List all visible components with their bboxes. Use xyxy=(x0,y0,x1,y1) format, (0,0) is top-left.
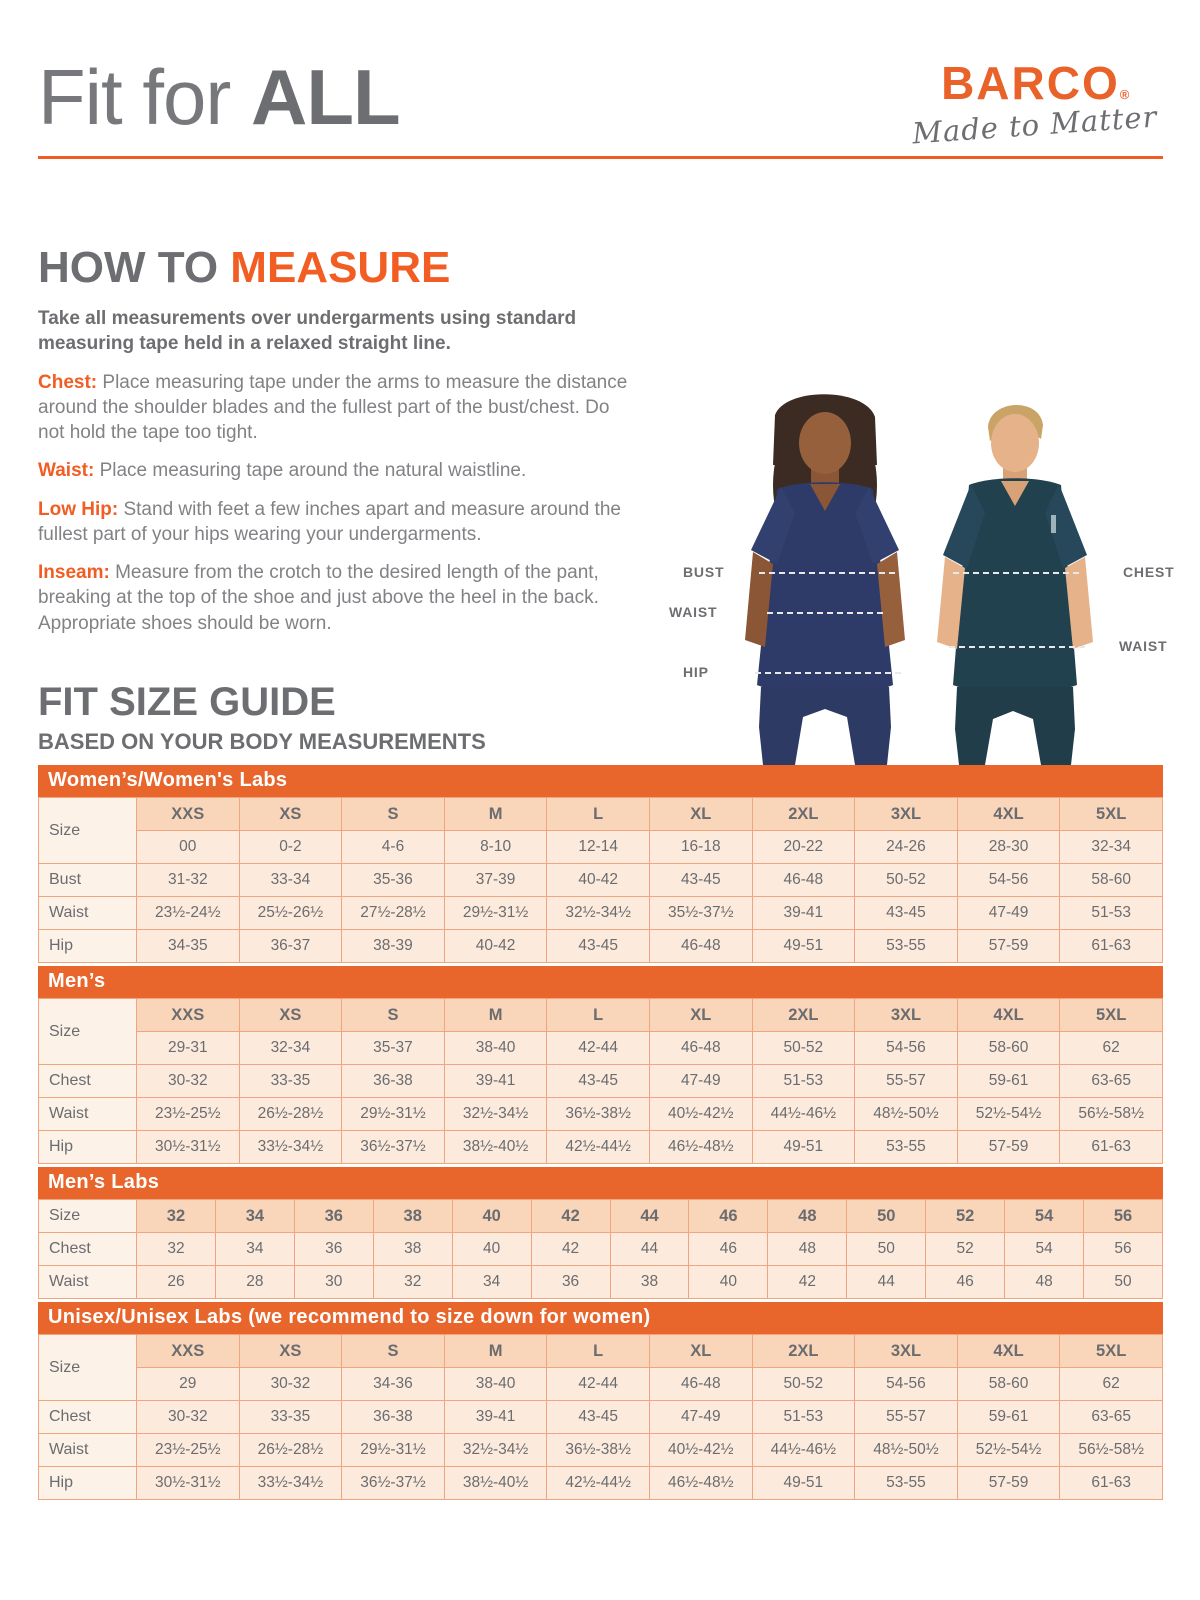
table-cell: 36½-37½ xyxy=(342,1131,445,1164)
measurement-row xyxy=(39,1434,1163,1467)
table-cell: 29½-31½ xyxy=(444,897,547,930)
table-cell: 42½-44½ xyxy=(547,1131,650,1164)
numeric-size-cell: 42-44 xyxy=(547,1368,650,1401)
size-table-grid xyxy=(38,1334,1163,1500)
measure-item-text: Measure from the crotch to the desired length of the pant, breaking at the top of the shoe and just above the heel in the back. Appropriate shoes should be worn. xyxy=(38,562,599,634)
size-column-header: 5XL xyxy=(1060,999,1163,1032)
numeric-size-cell: 46-48 xyxy=(649,1368,752,1401)
size-table xyxy=(38,966,1163,1164)
table-cell: 32½-34½ xyxy=(444,1098,547,1131)
brand-wordmark xyxy=(912,57,1158,109)
measure-item-label: Low Hip: xyxy=(38,498,119,520)
table-cell: 43-45 xyxy=(547,1065,650,1098)
table-cell: 29½-31½ xyxy=(342,1098,445,1131)
table-section-title: Men’s Labs xyxy=(38,1167,1163,1199)
size-column-header: 34 xyxy=(215,1200,294,1233)
numeric-size-cell: 28-30 xyxy=(957,831,1060,864)
table-cell: 34-35 xyxy=(137,930,240,963)
size-column-header: M xyxy=(444,999,547,1032)
measure-item-label: Inseam: xyxy=(38,562,110,584)
numeric-size-cell: 58-60 xyxy=(957,1032,1060,1065)
size-column-header: 36 xyxy=(294,1200,373,1233)
bust-label: BUST xyxy=(683,564,725,580)
numeric-size-cell: 29 xyxy=(137,1368,240,1401)
size-column-header: 4XL xyxy=(957,999,1060,1032)
measure-intro: Take all measurements over undergarments using standard measuring tape held in a relaxed straight line. xyxy=(38,308,577,355)
size-column-header: S xyxy=(342,999,445,1032)
page-title-bold: ALL xyxy=(251,53,400,141)
table-cell: 46 xyxy=(689,1233,768,1266)
table-cell: 35½-37½ xyxy=(649,897,752,930)
size-column-header: 5XL xyxy=(1060,1335,1163,1368)
measure-item xyxy=(38,458,628,483)
numeric-size-cell: 24-26 xyxy=(855,831,958,864)
table-cell: 23½-24½ xyxy=(137,897,240,930)
table-cell: 26½-28½ xyxy=(239,1098,342,1131)
size-column-header: 50 xyxy=(847,1200,926,1233)
table-cell: 53-55 xyxy=(855,1467,958,1500)
brand-logo xyxy=(911,57,1159,151)
numeric-size-row xyxy=(39,1368,1163,1401)
numeric-size-cell: 34-36 xyxy=(342,1368,445,1401)
numeric-size-cell: 50-52 xyxy=(752,1368,855,1401)
size-label-cell: Size xyxy=(39,798,137,864)
numeric-size-cell: 20-22 xyxy=(752,831,855,864)
table-cell: 48 xyxy=(1005,1266,1084,1299)
table-cell: 38½-40½ xyxy=(444,1131,547,1164)
size-column-header: 3XL xyxy=(855,798,958,831)
numeric-size-cell: 54-56 xyxy=(855,1032,958,1065)
table-cell: 36½-37½ xyxy=(342,1467,445,1500)
table-cell: 23½-25½ xyxy=(137,1434,240,1467)
table-cell: 33-35 xyxy=(239,1401,342,1434)
size-label-cell: Size xyxy=(39,1335,137,1401)
size-column-header: 46 xyxy=(689,1200,768,1233)
size-column-header: L xyxy=(547,1335,650,1368)
hip-label: HIP xyxy=(683,664,709,680)
size-table-grid xyxy=(38,998,1163,1164)
size-column-header: 56 xyxy=(1084,1200,1163,1233)
table-cell: 36½-38½ xyxy=(547,1434,650,1467)
table-cell: 38½-40½ xyxy=(444,1467,547,1500)
row-label-cell: Chest xyxy=(39,1233,137,1266)
numeric-size-cell: 62 xyxy=(1060,1368,1163,1401)
size-column-header: 52 xyxy=(926,1200,1005,1233)
measure-item-text: Stand with feet a few inches apart and measure around the fullest part of your hips wearing your undergarments. xyxy=(38,498,621,545)
size-column-header: 2XL xyxy=(752,1335,855,1368)
table-cell: 42 xyxy=(768,1266,847,1299)
numeric-size-cell: 38-40 xyxy=(444,1032,547,1065)
size-header-row xyxy=(39,798,1163,831)
size-column-header: XXS xyxy=(137,1335,240,1368)
table-cell: 58-60 xyxy=(1060,864,1163,897)
numeric-size-cell: 35-37 xyxy=(342,1032,445,1065)
size-column-header: XL xyxy=(649,999,752,1032)
table-cell: 61-63 xyxy=(1060,1467,1163,1500)
numeric-size-row xyxy=(39,831,1163,864)
table-cell: 40-42 xyxy=(444,930,547,963)
table-cell: 50-52 xyxy=(855,864,958,897)
size-column-header: M xyxy=(444,1335,547,1368)
size-column-header: L xyxy=(547,798,650,831)
size-column-header: 5XL xyxy=(1060,798,1163,831)
table-cell: 51-53 xyxy=(1060,897,1163,930)
table-cell: 52½-54½ xyxy=(957,1434,1060,1467)
table-cell: 39-41 xyxy=(752,897,855,930)
heading-orange-part: MEASURE xyxy=(230,243,451,292)
measure-items xyxy=(38,370,638,636)
table-cell: 51-53 xyxy=(752,1065,855,1098)
measure-item xyxy=(38,560,628,636)
size-column-header: XS xyxy=(239,999,342,1032)
table-cell: 42½-44½ xyxy=(547,1467,650,1500)
table-cell: 63-65 xyxy=(1060,1401,1163,1434)
numeric-size-cell: 0-2 xyxy=(239,831,342,864)
size-column-header: 40 xyxy=(452,1200,531,1233)
size-column-header: XL xyxy=(649,1335,752,1368)
brand-tagline: Made to Matter xyxy=(911,99,1159,151)
table-cell: 38 xyxy=(610,1266,689,1299)
measurement-row xyxy=(39,1467,1163,1500)
measure-item xyxy=(38,370,628,446)
size-table-grid xyxy=(38,797,1163,963)
table-cell: 46-48 xyxy=(752,864,855,897)
size-column-header: 44 xyxy=(610,1200,689,1233)
numeric-size-cell: 62 xyxy=(1060,1032,1163,1065)
numeric-size-cell: 46-48 xyxy=(649,1032,752,1065)
table-section-title: Men’s xyxy=(38,966,1163,998)
row-label-cell: Waist xyxy=(39,897,137,930)
size-column-header: 54 xyxy=(1005,1200,1084,1233)
table-cell: 46½-48½ xyxy=(649,1467,752,1500)
table-cell: 57-59 xyxy=(957,1131,1060,1164)
numeric-size-cell: 16-18 xyxy=(649,831,752,864)
table-cell: 43-45 xyxy=(649,864,752,897)
size-column-header: 42 xyxy=(531,1200,610,1233)
table-cell: 32 xyxy=(137,1233,216,1266)
table-cell: 61-63 xyxy=(1060,930,1163,963)
table-cell: 39-41 xyxy=(444,1065,547,1098)
table-cell: 30½-31½ xyxy=(137,1467,240,1500)
size-column-header: XL xyxy=(649,798,752,831)
table-cell: 35-36 xyxy=(342,864,445,897)
table-cell: 44 xyxy=(610,1233,689,1266)
table-cell: 26 xyxy=(137,1266,216,1299)
table-cell: 40-42 xyxy=(547,864,650,897)
size-column-header: 2XL xyxy=(752,798,855,831)
size-column-header: 32 xyxy=(137,1200,216,1233)
size-column-header: L xyxy=(547,999,650,1032)
registered-mark-icon: ® xyxy=(1119,87,1130,102)
table-cell: 52½-54½ xyxy=(957,1098,1060,1131)
table-cell: 36 xyxy=(531,1266,610,1299)
numeric-size-cell: 32-34 xyxy=(1060,831,1163,864)
row-label-cell: Waist xyxy=(39,1098,137,1131)
numeric-size-cell: 32-34 xyxy=(239,1032,342,1065)
table-cell: 40½-42½ xyxy=(649,1098,752,1131)
table-cell: 26½-28½ xyxy=(239,1434,342,1467)
table-cell: 27½-28½ xyxy=(342,897,445,930)
measure-item-text: Place measuring tape under the arms to measure the distance around the shoulder blades and the fullest part of the bust/chest. Do not hold the tape too tight. xyxy=(38,371,628,444)
table-cell: 36-38 xyxy=(342,1065,445,1098)
table-cell: 43-45 xyxy=(547,930,650,963)
row-label-cell: Waist xyxy=(39,1434,137,1467)
size-header-row xyxy=(39,999,1163,1032)
row-label-cell: Hip xyxy=(39,930,137,963)
numeric-size-cell: 00 xyxy=(137,831,240,864)
measurement-row xyxy=(39,1131,1163,1164)
table-cell: 44 xyxy=(847,1266,926,1299)
table-cell: 30-32 xyxy=(137,1065,240,1098)
row-label-cell: Hip xyxy=(39,1467,137,1500)
table-cell: 50 xyxy=(847,1233,926,1266)
table-cell: 32 xyxy=(373,1266,452,1299)
size-table-grid xyxy=(38,1199,1163,1299)
size-column-header: S xyxy=(342,1335,445,1368)
table-cell: 32½-34½ xyxy=(547,897,650,930)
size-header-row xyxy=(39,1200,1163,1233)
table-cell: 36-37 xyxy=(239,930,342,963)
measure-item-label: Waist: xyxy=(38,460,95,482)
table-cell: 34 xyxy=(452,1266,531,1299)
numeric-size-cell: 12-14 xyxy=(547,831,650,864)
table-cell: 36-38 xyxy=(342,1401,445,1434)
table-cell: 56½-58½ xyxy=(1060,1098,1163,1131)
row-label-cell: Chest xyxy=(39,1065,137,1098)
size-table xyxy=(38,1167,1163,1299)
measurement-row xyxy=(39,1401,1163,1434)
row-label-cell: Hip xyxy=(39,1131,137,1164)
table-cell: 40 xyxy=(689,1266,768,1299)
measure-item-text: Place measuring tape around the natural waistline. xyxy=(94,460,527,482)
table-cell: 46½-48½ xyxy=(649,1131,752,1164)
table-cell: 30-32 xyxy=(137,1401,240,1434)
row-label-cell: Waist xyxy=(39,1266,137,1299)
size-column-header: 3XL xyxy=(855,999,958,1032)
table-cell: 46 xyxy=(926,1266,1005,1299)
chest-label: CHEST xyxy=(1123,564,1175,580)
table-cell: 43-45 xyxy=(547,1401,650,1434)
table-cell: 61-63 xyxy=(1060,1131,1163,1164)
table-cell: 44½-46½ xyxy=(752,1098,855,1131)
table-cell: 52 xyxy=(926,1233,1005,1266)
numeric-size-cell: 54-56 xyxy=(855,1368,958,1401)
numeric-size-cell: 50-52 xyxy=(752,1032,855,1065)
page-title xyxy=(38,52,400,143)
table-cell: 36 xyxy=(294,1233,373,1266)
table-cell: 33½-34½ xyxy=(239,1131,342,1164)
measurement-row xyxy=(39,1233,1163,1266)
measurement-row xyxy=(39,930,1163,963)
measurement-row xyxy=(39,1065,1163,1098)
table-cell: 48½-50½ xyxy=(855,1434,958,1467)
table-cell: 59-61 xyxy=(957,1401,1060,1434)
table-cell: 30 xyxy=(294,1266,373,1299)
table-cell: 42 xyxy=(531,1233,610,1266)
table-cell: 36½-38½ xyxy=(547,1098,650,1131)
table-cell: 47-49 xyxy=(649,1065,752,1098)
numeric-size-cell: 8-10 xyxy=(444,831,547,864)
page-title-light: Fit for xyxy=(38,53,252,141)
table-cell: 63-65 xyxy=(1060,1065,1163,1098)
size-column-header: 38 xyxy=(373,1200,452,1233)
how-to-measure-heading xyxy=(38,243,638,292)
size-column-header: XXS xyxy=(137,999,240,1032)
table-cell: 46-48 xyxy=(649,930,752,963)
size-column-header: M xyxy=(444,798,547,831)
table-cell: 49-51 xyxy=(752,1131,855,1164)
table-cell: 38-39 xyxy=(342,930,445,963)
table-cell: 47-49 xyxy=(957,897,1060,930)
size-column-header: S xyxy=(342,798,445,831)
table-cell: 33½-34½ xyxy=(239,1467,342,1500)
table-cell: 50 xyxy=(1084,1266,1163,1299)
how-to-measure-section xyxy=(38,243,638,636)
table-section-title: Unisex/Unisex Labs (we recommend to size down for women) xyxy=(38,1302,1163,1334)
table-cell: 44½-46½ xyxy=(752,1434,855,1467)
fit-size-guide-heading: FIT SIZE GUIDE xyxy=(38,680,336,724)
table-cell: 56½-58½ xyxy=(1060,1434,1163,1467)
fit-size-guide-section xyxy=(38,682,1163,1500)
size-column-header: 4XL xyxy=(957,1335,1060,1368)
heading-gray-part: HOW TO xyxy=(38,243,231,292)
size-table xyxy=(38,765,1163,963)
row-label-cell: Bust xyxy=(39,864,137,897)
table-cell: 55-57 xyxy=(855,1065,958,1098)
table-cell: 40 xyxy=(452,1233,531,1266)
measurement-row xyxy=(39,864,1163,897)
measure-item xyxy=(38,497,628,548)
table-cell: 39-41 xyxy=(444,1401,547,1434)
size-column-header: 48 xyxy=(768,1200,847,1233)
header-divider xyxy=(38,156,1163,159)
table-cell: 57-59 xyxy=(957,930,1060,963)
size-column-header: XS xyxy=(239,798,342,831)
waist-left-label: WAIST xyxy=(669,604,718,620)
table-cell: 33-35 xyxy=(239,1065,342,1098)
measurement-row xyxy=(39,1098,1163,1131)
table-cell: 51-53 xyxy=(752,1401,855,1434)
size-label-cell: Size xyxy=(39,999,137,1065)
table-cell: 59-61 xyxy=(957,1065,1060,1098)
size-column-header: XXS xyxy=(137,798,240,831)
size-header-row xyxy=(39,1335,1163,1368)
waist-right-label: WAIST xyxy=(1119,638,1168,654)
table-cell: 48 xyxy=(768,1233,847,1266)
numeric-size-row xyxy=(39,1032,1163,1065)
table-cell: 38 xyxy=(373,1233,452,1266)
table-cell: 53-55 xyxy=(855,1131,958,1164)
size-column-header: 4XL xyxy=(957,798,1060,831)
row-label-cell: Chest xyxy=(39,1401,137,1434)
size-column-header: 2XL xyxy=(752,999,855,1032)
table-cell: 47-49 xyxy=(649,1401,752,1434)
table-section-title: Women’s/Women's Labs xyxy=(38,765,1163,797)
table-cell: 34 xyxy=(215,1233,294,1266)
table-cell: 30½-31½ xyxy=(137,1131,240,1164)
table-cell: 40½-42½ xyxy=(649,1434,752,1467)
fit-size-guide-subheading: BASED ON YOUR BODY MEASUREMENTS xyxy=(38,729,486,754)
table-cell: 23½-25½ xyxy=(137,1098,240,1131)
table-cell: 55-57 xyxy=(855,1401,958,1434)
table-cell: 37-39 xyxy=(444,864,547,897)
measure-item-label: Chest: xyxy=(38,371,98,393)
size-table xyxy=(38,1302,1163,1500)
numeric-size-cell: 38-40 xyxy=(444,1368,547,1401)
table-cell: 54 xyxy=(1005,1233,1084,1266)
size-label-cell: Size xyxy=(39,1200,137,1233)
size-column-header: XS xyxy=(239,1335,342,1368)
table-cell: 32½-34½ xyxy=(444,1434,547,1467)
table-cell: 54-56 xyxy=(957,864,1060,897)
numeric-size-cell: 4-6 xyxy=(342,831,445,864)
table-cell: 33-34 xyxy=(239,864,342,897)
table-cell: 28 xyxy=(215,1266,294,1299)
table-cell: 49-51 xyxy=(752,930,855,963)
table-cell: 31-32 xyxy=(137,864,240,897)
table-cell: 53-55 xyxy=(855,930,958,963)
brand-name: BARCO xyxy=(941,57,1120,109)
size-column-header: 3XL xyxy=(855,1335,958,1368)
size-tables xyxy=(38,765,1163,1500)
numeric-size-cell: 29-31 xyxy=(137,1032,240,1065)
measurement-row xyxy=(39,1266,1163,1299)
numeric-size-cell: 30-32 xyxy=(239,1368,342,1401)
table-cell: 43-45 xyxy=(855,897,958,930)
table-cell: 29½-31½ xyxy=(342,1434,445,1467)
numeric-size-cell: 42-44 xyxy=(547,1032,650,1065)
table-cell: 48½-50½ xyxy=(855,1098,958,1131)
measurement-row xyxy=(39,897,1163,930)
table-cell: 56 xyxy=(1084,1233,1163,1266)
numeric-size-cell: 58-60 xyxy=(957,1368,1060,1401)
table-cell: 25½-26½ xyxy=(239,897,342,930)
table-cell: 57-59 xyxy=(957,1467,1060,1500)
table-cell: 49-51 xyxy=(752,1467,855,1500)
